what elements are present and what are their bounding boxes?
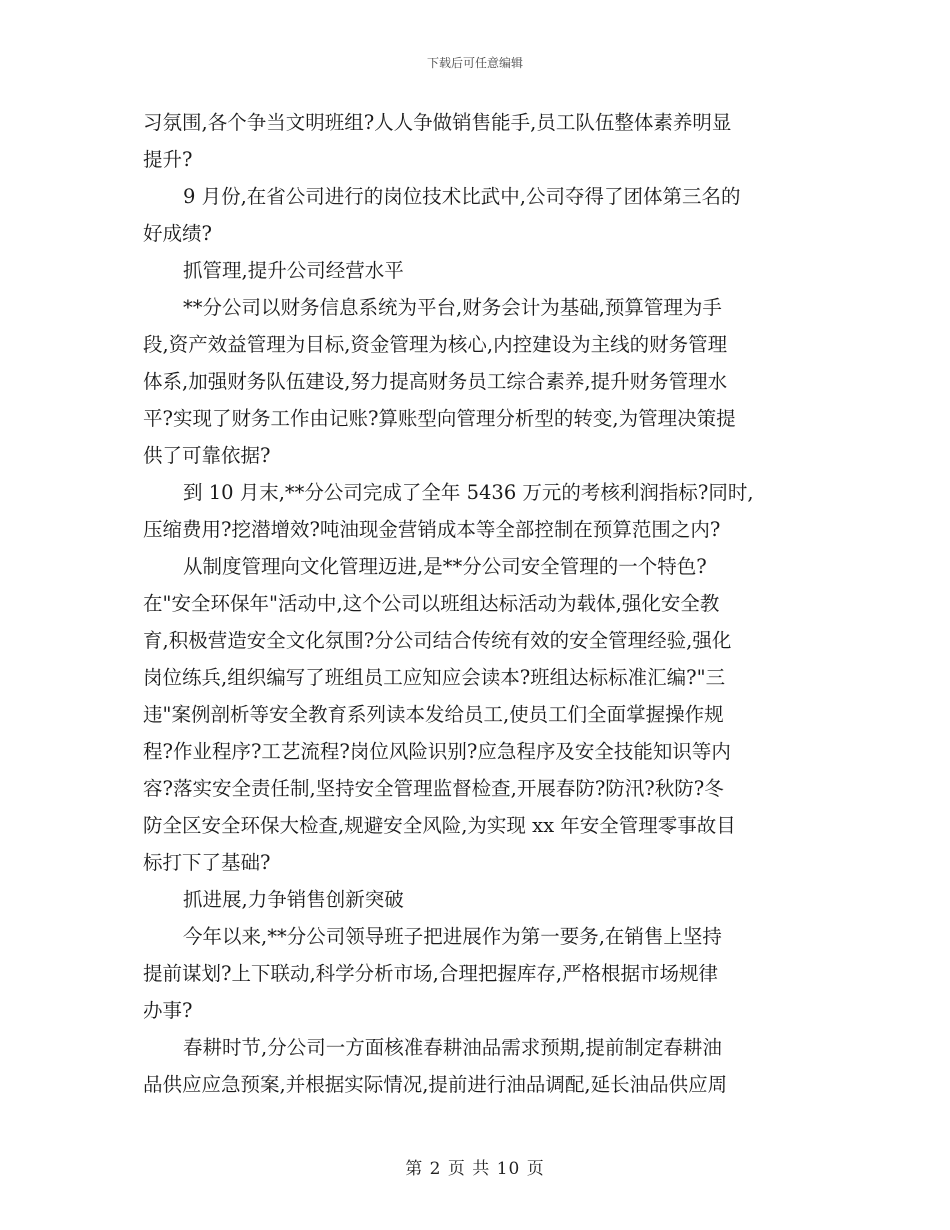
text-line: 办事? xyxy=(143,999,193,1022)
text-line: 习氛围,各个争当文明班组?人人争做销售能手,员工队伍整体素养明显 xyxy=(143,111,732,134)
text-line: 9 月份,在省公司进行的岗位技术比武中,公司夺得了团体第三名的 xyxy=(183,185,741,208)
text-line: 标打下了基础? xyxy=(143,851,271,874)
text-line: 育,积极营造安全文化氛围?分公司结合传统有效的安全管理经验,强化 xyxy=(143,629,732,652)
text-line: 违"案例剖析等安全教育系列读本发给员工,使员工们全面掌握操作规 xyxy=(143,703,724,726)
text-line: 从制度管理向文化管理迈进,是**分公司安全管理的一个特色? xyxy=(183,555,707,578)
text-line: 春耕时节,分公司一方面核准春耕油品需求预期,提前制定春耕油 xyxy=(183,1036,722,1059)
text-line: 段,资产效益管理为目标,资金管理为核心,内控建设为主线的财务管理 xyxy=(143,333,728,356)
text-line: 容?落实安全责任制,坚持安全管理监督检查,开展春防?防汛?秋防?冬 xyxy=(143,777,724,800)
text-line: 提前谋划?上下联动,科学分析市场,合理把握库存,严格根据市场规律 xyxy=(143,962,719,985)
text-line: 供了可靠依据? xyxy=(143,444,271,467)
text-line: 平?实现了财务工作由记账?算账型向管理分析型的转变,为管理决策提 xyxy=(143,407,736,430)
text-line: 好成绩? xyxy=(143,222,212,245)
page-header: 下载后可任意编辑 xyxy=(426,56,523,70)
text-line: 今年以来,**分公司领导班子把进展作为第一要务,在销售上坚持 xyxy=(183,925,722,948)
text-line: 抓进展,力争销售创新突破 xyxy=(183,888,404,911)
text-line: 压缩费用?挖潜增效?吨油现金营销成本等全部控制在预算范围之内? xyxy=(143,518,721,541)
text-line: 防全区安全环保大检查,规避安全风险,为实现 xx 年安全管理零事故目 xyxy=(143,814,736,837)
text-line: **分公司以财务信息系统为平台,财务会计为基础,预算管理为手 xyxy=(183,296,722,319)
document-body xyxy=(143,104,813,1103)
text-line: 提升? xyxy=(143,148,193,171)
text-line: 在"安全环保年"活动中,这个公司以班组达标活动为载体,强化安全教 xyxy=(143,592,720,615)
text-line: 岗位练兵,组织编写了班组员工应知应会读本?班组达标标准汇编?"三 xyxy=(143,666,726,689)
text-line: 到 10 月末,**分公司完成了全年 5436 万元的考核利润指标?同时, xyxy=(183,481,754,504)
text-line: 抓管理,提升公司经营水平 xyxy=(183,259,404,282)
text-line: 品供应应急预案,并根据实际情况,提前进行油品调配,延长油品供应周 xyxy=(143,1073,728,1096)
text-line: 体系,加强财务队伍建设,努力提高财务员工综合素养,提升财务管理水 xyxy=(143,370,728,393)
text-line: 程?作业程序?工艺流程?岗位风险识别?应急程序及安全技能知识等内 xyxy=(143,740,731,763)
page-footer: 第 2 页 共 10 页 xyxy=(405,1159,545,1179)
